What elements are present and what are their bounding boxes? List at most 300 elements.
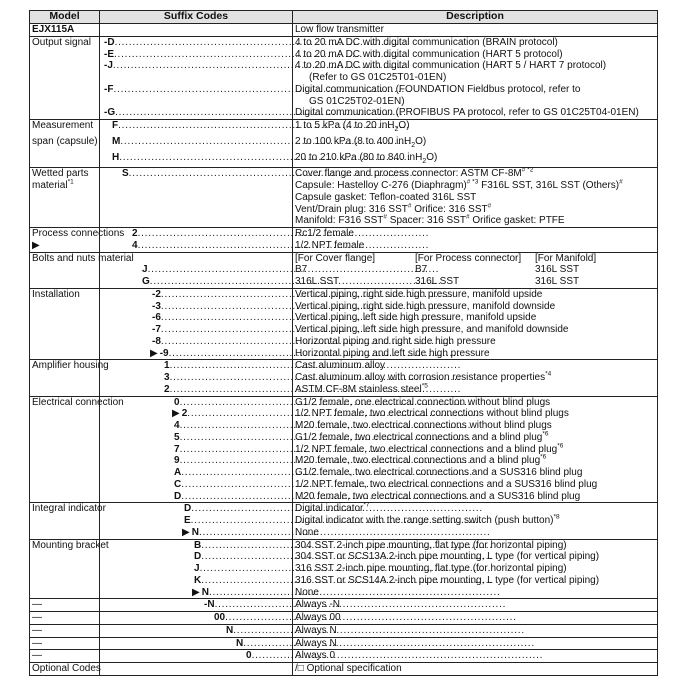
integral-indicator-row <box>30 527 658 539</box>
installation-row <box>30 288 658 300</box>
description-text: 316L SST <box>415 276 460 287</box>
suffix-code-line <box>102 575 290 587</box>
suffix-cell <box>100 372 293 384</box>
suffix-cell <box>100 96 293 108</box>
description-cell <box>293 204 658 216</box>
description-cell <box>293 84 658 96</box>
description-cell <box>293 575 658 587</box>
model-cell: ▶ <box>30 240 100 252</box>
header-suffix-codes: Suffix Codes <box>100 11 293 24</box>
footnote-ref: # <box>619 178 623 186</box>
description-text: B7 <box>415 264 428 276</box>
suffix-code: C <box>174 478 182 490</box>
output-signal-row <box>30 36 658 48</box>
model-cell: — <box>30 599 100 612</box>
description-text: 304 SST or SCS13A 2-inch pipe mounting, L type (for vertical piping) <box>295 551 600 563</box>
model-cell: Output signal <box>30 36 100 48</box>
footnote-ref: # <box>407 202 412 210</box>
suffix-cell <box>100 360 293 372</box>
wetted-parts-row <box>30 180 658 192</box>
model-cell: EJX115A <box>30 24 100 37</box>
electrical-connection-row <box>30 444 658 456</box>
default-marker-icon: ▶ <box>172 408 180 420</box>
suffix-code: F <box>112 120 119 131</box>
description-cell <box>293 360 658 372</box>
suffix-cell <box>100 312 293 324</box>
description-text: M20 female, two electrical connections without blind plugs <box>295 420 552 431</box>
suffix-cell <box>100 539 293 551</box>
footnote-ref: # <box>465 213 470 221</box>
suffix-code-line <box>102 107 290 119</box>
description-text: O) <box>415 135 427 147</box>
leader-dots <box>233 625 523 637</box>
suffix-cell <box>100 491 293 503</box>
suffix-code-line <box>102 650 290 662</box>
description-cell <box>293 152 658 168</box>
description-text: [For Cover flange] <box>295 252 376 264</box>
suffix-code: -6 <box>152 312 161 324</box>
leader-dots <box>215 599 505 611</box>
output-signal-row <box>30 72 658 84</box>
suffix-code-line <box>102 625 290 637</box>
mounting-bracket-row <box>30 575 658 587</box>
description-text: 304 SST 2-inch pipe mounting, flat type (for horizontal piping) <box>295 539 567 551</box>
suffix-code-line <box>102 240 290 252</box>
suffix-cell <box>100 563 293 575</box>
suffix-code: -N <box>204 599 215 611</box>
installation-row <box>30 336 658 348</box>
leader-dots <box>199 527 489 539</box>
suffix-cell <box>100 152 293 168</box>
mounting-bracket-row <box>30 563 658 575</box>
footnote-ref: # *2 <box>521 166 534 174</box>
installation-row <box>30 324 658 336</box>
suffix-cell <box>100 36 293 48</box>
model-cell <box>30 312 100 324</box>
suffix-code: -8 <box>152 335 161 347</box>
suffix-code: -G <box>104 107 116 119</box>
description-cell <box>293 192 658 204</box>
description-text: 2 to 100 kPa (8 to 400 inH <box>295 135 412 147</box>
bolts-row <box>30 276 658 288</box>
description-cell <box>293 264 658 276</box>
description-cell <box>293 324 658 336</box>
suffix-cell <box>100 84 293 96</box>
model-cell <box>30 276 100 288</box>
footnote-ref: # <box>383 213 387 221</box>
model-cell: Amplifier housing <box>30 360 100 372</box>
description-cell <box>293 72 658 84</box>
wetted-parts-row <box>30 204 658 216</box>
suffix-code: D <box>184 503 192 515</box>
footnote-ref: # *3 <box>466 178 479 186</box>
suffix-code: -F <box>104 83 114 95</box>
footnote-ref: *4 <box>545 370 552 378</box>
description-cell <box>293 348 658 360</box>
description-text: B7 <box>295 264 308 276</box>
header-model: Model <box>30 11 100 24</box>
wetted-parts-row <box>30 215 658 227</box>
leader-dots <box>138 240 428 252</box>
model-cell: span (capsule) <box>30 136 100 152</box>
model-cell <box>30 336 100 348</box>
suffix-code: 9 <box>174 455 180 467</box>
output-signal-row <box>30 49 658 61</box>
amplifier-housing-row <box>30 360 658 372</box>
suffix-code-line <box>102 152 290 164</box>
description-cell <box>293 663 658 676</box>
description-text: [For Manifold] <box>535 252 597 264</box>
suffix-code: N <box>236 637 244 649</box>
output-signal-row <box>30 60 658 72</box>
suffix-code-line <box>102 587 290 599</box>
model-cell <box>30 204 100 216</box>
description-cell <box>293 563 658 575</box>
suffix-cell <box>100 575 293 587</box>
description-text: Cast aluminum alloy <box>295 360 386 372</box>
description-text: Vertical piping, left side high pressure, manifold upside <box>295 312 537 324</box>
model-cell <box>30 491 100 503</box>
suffix-code: -3 <box>152 300 161 312</box>
description-text: G1/2 female, one electrical connection without blind plugs <box>295 396 551 408</box>
suffix-cell <box>100 599 293 612</box>
model-cell: Process connections <box>30 228 100 240</box>
subscript: 2 <box>411 141 416 149</box>
suffix-code-line <box>102 638 290 650</box>
footnote-ref: *5 <box>421 382 428 390</box>
installation-row <box>30 348 658 360</box>
description-text: Always N <box>295 624 337 636</box>
suffix-code-line <box>102 515 290 527</box>
suffix-cell <box>100 527 293 539</box>
description-text: 1/2 NPT female <box>295 239 365 251</box>
suffix-code-line <box>102 444 290 456</box>
description-text: M20 female, two electrical connections and a SUS316 blind plug <box>295 490 581 502</box>
model-cell: — <box>30 612 100 625</box>
suffix-code-line <box>102 324 290 336</box>
description-text: GS 01C25T02-01EN) <box>309 95 405 107</box>
description-cell <box>293 491 658 503</box>
mounting-bracket-row <box>30 587 658 599</box>
suffix-code-line <box>102 397 290 409</box>
suffix-code-line <box>102 348 290 360</box>
footnote-ref: *6 <box>557 442 564 450</box>
model-row <box>30 24 658 37</box>
footnote-ref: *8 <box>553 513 560 521</box>
suffix-code: K <box>194 574 202 586</box>
description-text: O) <box>426 151 438 163</box>
description-cell <box>293 515 658 527</box>
suffix-cell <box>100 650 293 663</box>
suffix-code-line <box>102 455 290 467</box>
model-cell: Mounting bracket <box>30 539 100 551</box>
description-cell <box>293 479 658 491</box>
suffix-cell <box>100 192 293 204</box>
description-text: 316 SST 2-inch pipe mounting, flat type (for horizontal piping) <box>295 563 567 574</box>
suffix-code-line <box>102 60 290 72</box>
suffix-cell <box>100 168 293 180</box>
description-text: Cover flange and process connector: ASTM $CF-8M^{\# *2}$ <box>295 166 534 180</box>
model-cell <box>30 551 100 563</box>
suffix-cell <box>100 612 293 625</box>
description-text: 1/2 NPT female, two electrical connections without blind plugs <box>295 408 569 420</box>
description-cell <box>293 432 658 444</box>
always-row <box>30 650 658 663</box>
model-cell <box>30 301 100 313</box>
description-cell <box>293 120 658 136</box>
suffix-code-line <box>102 527 290 539</box>
suffix-cell <box>100 336 293 348</box>
model-cell: — <box>30 624 100 637</box>
electrical-connection-row <box>30 479 658 491</box>
suffix-cell <box>100 60 293 72</box>
integral-indicator-row <box>30 503 658 515</box>
description-cell <box>293 228 658 240</box>
suffix-code: 0 <box>246 650 252 662</box>
suffix-cell <box>100 432 293 444</box>
description-text: G1/2 female, two electrical connections and a blind plug <box>295 431 543 443</box>
leader-dots <box>225 612 515 624</box>
suffix-code: 2 <box>132 228 138 239</box>
suffix-cell <box>100 515 293 527</box>
model-cell <box>30 264 100 276</box>
suffix-code-line <box>102 563 290 575</box>
model-cell: Optional Codes <box>30 663 100 676</box>
description-text: O) <box>398 120 410 131</box>
description-text: Vertical piping, right side high pressure, manifold upside <box>295 288 543 300</box>
suffix-code: -J <box>104 60 113 72</box>
installation-row <box>30 312 658 324</box>
model-cell <box>30 515 100 527</box>
model-cell <box>30 84 100 96</box>
suffix-code-line <box>102 599 290 611</box>
amplifier-housing-row <box>30 384 658 396</box>
suffix-code-line <box>102 120 290 132</box>
model-suffix-table <box>29 10 658 676</box>
suffix-code-line <box>102 432 290 444</box>
electrical-connection-row <box>30 396 658 408</box>
description-cell <box>293 372 658 384</box>
suffix-code: G <box>142 276 150 287</box>
model-cell <box>30 60 100 72</box>
suffix-cell <box>100 384 293 396</box>
description-text: 316L SST <box>535 264 580 276</box>
model-cell <box>30 96 100 108</box>
description-cell <box>293 49 658 61</box>
suffix-code: N <box>191 526 199 538</box>
always-row <box>30 599 658 612</box>
mounting-bracket-row <box>30 551 658 563</box>
suffix-cell <box>100 276 293 288</box>
model-cell: Wetted parts <box>30 168 100 180</box>
footnote-ref: *1 <box>67 178 74 186</box>
model-cell <box>30 49 100 61</box>
suffix-code: H <box>112 151 120 163</box>
bolts-values <box>295 276 655 288</box>
description-cell <box>293 180 658 192</box>
suffix-code: 00 <box>214 612 226 623</box>
suffix-cell <box>100 637 293 650</box>
description-text: Always N <box>295 637 337 649</box>
description-cell <box>293 252 658 264</box>
bolts-row <box>30 264 658 276</box>
table-body <box>30 24 658 676</box>
description-text: 316L SST <box>295 276 340 287</box>
suffix-code: J <box>142 264 148 276</box>
model-cell <box>30 152 100 168</box>
subscript: 2 <box>394 126 399 133</box>
suffix-code: B <box>194 539 202 551</box>
description-text: 20 to 210 kPa (80 to 840 inH <box>295 151 423 163</box>
header-description: Description <box>293 11 658 24</box>
description-text: Always -N <box>295 599 341 611</box>
suffix-code: 4 <box>174 420 180 431</box>
model-cell: Integral indicator <box>30 503 100 515</box>
model-cell <box>30 348 100 360</box>
default-marker-icon: ▶ <box>150 347 158 359</box>
suffix-cell <box>100 396 293 408</box>
suffix-cell <box>100 444 293 456</box>
output-signal-row <box>30 107 658 119</box>
model-cell <box>30 215 100 227</box>
suffix-cell <box>100 228 293 240</box>
model-cell <box>30 324 100 336</box>
description-cell <box>293 312 658 324</box>
description-text: Always 00 <box>295 612 341 623</box>
description-text: Rc1/2 female <box>295 228 354 239</box>
description-text: Manifold: F316 SST# Spacer: 316 SST# Orifice gasket: PTFE <box>295 213 565 227</box>
description-cell <box>293 467 658 479</box>
model-cell <box>30 107 100 119</box>
suffix-cell <box>100 215 293 227</box>
suffix-cell <box>100 324 293 336</box>
model-cell: material$^{*1}$ <box>30 180 100 192</box>
suffix-cell <box>100 587 293 599</box>
suffix-cell <box>100 136 293 152</box>
suffix-cell <box>100 180 293 192</box>
model-cell <box>30 72 100 84</box>
description-cell <box>293 24 658 37</box>
description-text: [For Process connector] <box>415 252 522 264</box>
description-cell <box>293 455 658 467</box>
description-text: Digital communication (PROFIBUS PA protocol, refer to GS 01C25T04-01EN) <box>295 107 639 119</box>
suffix-code: -E <box>104 48 114 60</box>
suffix-cell <box>100 420 293 432</box>
description-cell <box>293 336 658 348</box>
model-cell <box>30 420 100 432</box>
description-text: G1/2 female, two electrical connections and a SUS316 blind plug <box>295 467 583 478</box>
description-text: 1/2 NPT female, two electrical connections and a SUS316 blind plug <box>295 478 598 490</box>
spec-sheet <box>29 10 657 676</box>
output-signal-row <box>30 96 658 108</box>
suffix-code: M <box>112 135 121 147</box>
process-connection-row <box>30 228 658 240</box>
description-text: 4 to 20 mA DC with digital communication (BRAIN protocol) <box>295 36 558 48</box>
suffix-cell <box>100 107 293 119</box>
suffix-cell <box>100 408 293 420</box>
suffix-code-line <box>102 37 290 49</box>
suffix-cell <box>100 479 293 491</box>
model-cell: Bolts and nuts material <box>30 252 100 264</box>
suffix-code: J <box>194 563 200 574</box>
wetted-parts-row <box>30 192 658 204</box>
description-text: Horizontal piping and right side high pressure <box>295 335 496 347</box>
suffix-code: 2 <box>181 408 188 420</box>
model-cell <box>30 575 100 587</box>
description-text: Always 0 <box>295 650 336 662</box>
model-cell <box>30 432 100 444</box>
description-cell <box>293 396 658 408</box>
suffix-cell <box>100 120 293 136</box>
footnote-ref: # <box>487 202 492 210</box>
suffix-code: N <box>201 586 209 598</box>
description-cell <box>293 539 658 551</box>
description-text: Digital communication (FOUNDATION Fieldbus protocol, refer to <box>295 83 581 95</box>
suffix-cell <box>100 503 293 515</box>
mounting-bracket-row <box>30 539 658 551</box>
model-cell <box>30 455 100 467</box>
suffix-code-line <box>102 168 290 180</box>
amplifier-housing-row <box>30 372 658 384</box>
suffix-code: 5 <box>174 431 180 443</box>
electrical-connection-row <box>30 455 658 467</box>
default-marker-icon: ▶ <box>192 586 200 598</box>
model-cell: Measurement <box>30 120 100 136</box>
model-cell <box>30 479 100 491</box>
suffix-code-line <box>102 612 290 624</box>
suffix-code-line <box>102 276 290 288</box>
installation-row <box>30 301 658 313</box>
suffix-cell <box>100 288 293 300</box>
suffix-code: E <box>184 515 191 526</box>
suffix-code-line <box>102 491 290 503</box>
model-cell <box>30 372 100 384</box>
model-cell <box>30 384 100 396</box>
suffix-cell <box>100 49 293 61</box>
suffix-code: -7 <box>152 324 161 335</box>
suffix-code: 0 <box>174 396 180 408</box>
suffix-code: 4 <box>132 239 138 251</box>
always-row <box>30 637 658 650</box>
suffix-code-line <box>102 551 290 563</box>
description-text: Digital indicator <box>295 503 364 515</box>
description-cell <box>293 96 658 108</box>
suffix-code-line <box>102 228 290 240</box>
description-cell <box>293 240 658 252</box>
suffix-code: -9 <box>159 347 169 359</box>
model-cell: — <box>30 637 100 650</box>
bolts-column-heads <box>295 253 655 265</box>
suffix-code-line <box>102 49 290 61</box>
suffix-code-line <box>102 289 290 301</box>
model-cell <box>30 587 100 599</box>
suffix-cell <box>100 301 293 313</box>
description-text: 316L SST <box>535 276 580 287</box>
suffix-cell <box>100 240 293 252</box>
description-cell <box>293 551 658 563</box>
description-text: Cast aluminum alloy with corrosion resistance properties <box>295 372 546 383</box>
suffix-cell <box>100 624 293 637</box>
description-text: 316 SST or SCS14A 2-inch pipe mounting, L type (for vertical piping) <box>295 574 600 586</box>
description-cell <box>293 384 658 396</box>
suffix-cell <box>100 348 293 360</box>
description-cell <box>293 301 658 313</box>
measurement-span-row <box>30 136 658 152</box>
suffix-code-line <box>102 408 290 420</box>
description-text: 1/2 NPT female, two electrical connections and a blind plug <box>295 443 558 455</box>
suffix-code-line <box>102 479 290 491</box>
suffix-code-line <box>102 301 290 313</box>
